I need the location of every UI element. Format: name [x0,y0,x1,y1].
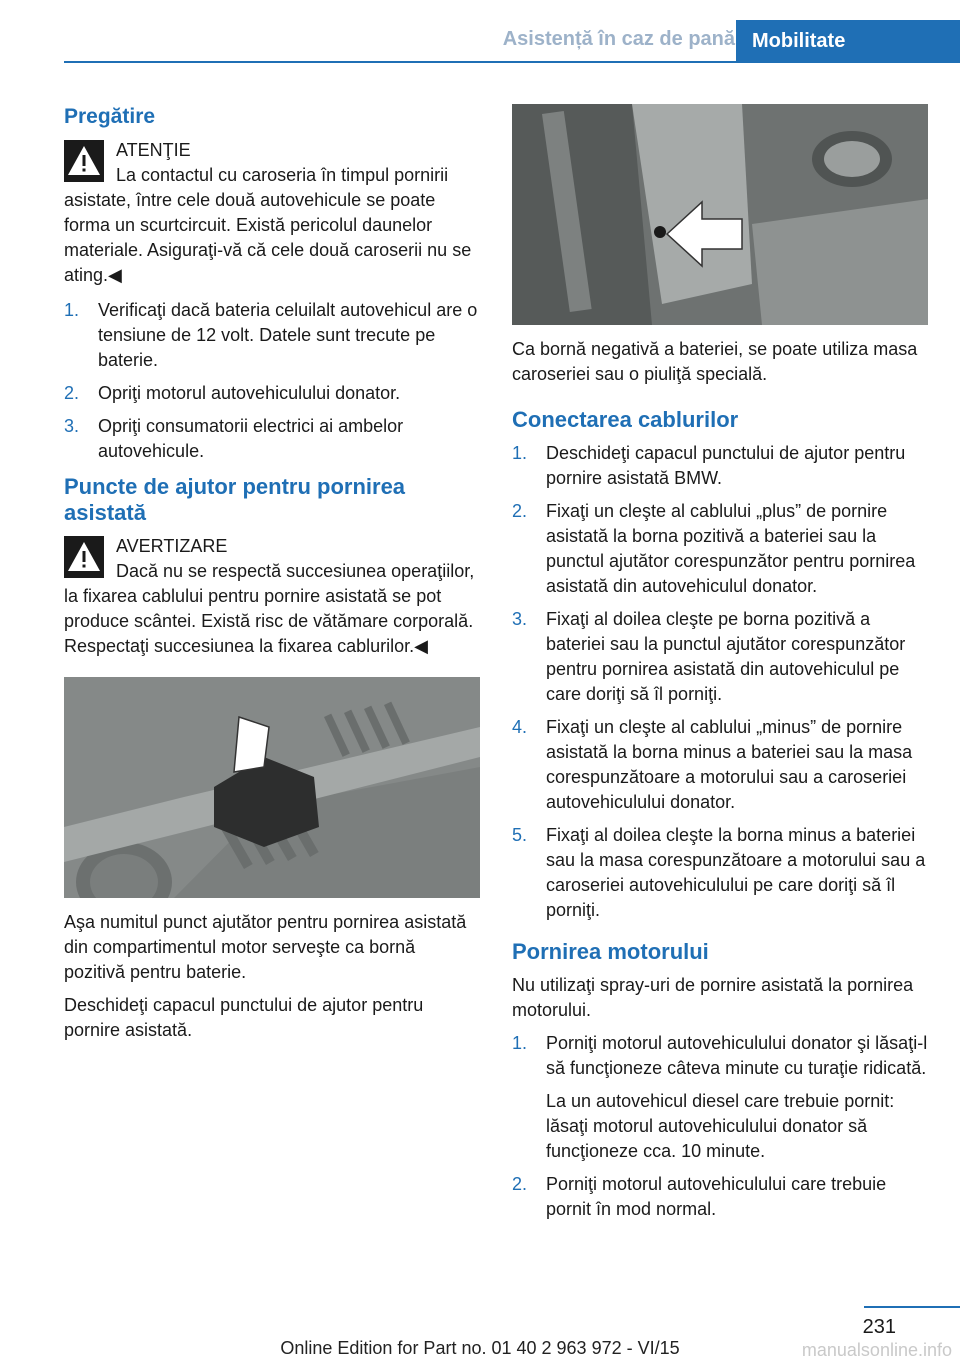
photo-caption: Ca bornă negativă a bateriei, se poate utiliza masa caroseriei sau o piuliţă specială. [512,339,918,384]
heading-conectare: Conectarea cablurilor [512,407,739,432]
warning-triangle-icon [64,140,104,182]
step-number: 5. [512,825,528,845]
steps-conectare [512,441,928,923]
paragraph-punct-ajutator: Aşa numitul punct ajutător pentru pornirea asistată din compartimentul motor serveşte ca bornă pozitivă pentru baterie. [64,912,467,982]
list-item [512,823,928,923]
header-rule [64,61,960,63]
ground-point-photo [512,104,928,325]
steps-pregatire [64,298,480,464]
list-item [512,1031,928,1164]
page-header [0,0,960,62]
steps-pornire [512,1031,928,1222]
step-text: Verificaţi dacă bateria celuilalt autovehicul are o tensiune de 12 volt. Datele sunt trecute pe baterie. [98,300,478,370]
step-text: Fixaţi un cleşte al cablului „plus” de pornire asistată la borna pozitivă a bateriei sau la punctul ajutător corespunzător pentru pornirea asistată din autovehiculul donator. [546,501,916,596]
step-number: 2. [512,1174,528,1194]
step-text: Fixaţi al doilea cleşte la borna minus a bateriei sau la masa corespunzătoare a motorului sau a caroseriei autovehiculului pe care doriţi să îl porniţi. [546,825,926,920]
step-subtext: La un autovehicul diesel care trebuie pornit: lăsaţi motorul autovehiculului donator să funcţioneze cca. 10 minute. [546,1091,895,1161]
heading-pornire: Pornirea motorului [512,939,709,964]
section-title: Asistență în caz de pană [502,28,735,50]
step-number: 4. [512,717,528,737]
step-number: 1. [512,1033,528,1053]
warning-box-atentie [64,138,480,288]
heading-puncte-ajutor: Puncte de ajutor pentru pornirea asistată [64,474,406,525]
list-item [64,298,480,373]
left-column [64,104,480,1051]
step-text: Opriţi motorul autovehiculului donator. [98,383,401,403]
step-number: 2. [64,383,80,403]
warning-box-avertizare [64,534,480,659]
step-text: Porniţi motorul autovehiculului care trebuie pornit în mod normal. [546,1174,887,1219]
step-text: Opriţi consumatorii electrici ai ambelor autovehicule. [98,416,404,461]
chapter-tab[interactable]: Mobilitate [736,20,960,62]
step-number: 3. [512,609,528,629]
list-item [512,499,928,599]
step-number: 2. [512,501,528,521]
warning-text: Dacă nu se respectă succesiunea operaţiilor, la fixarea cablului pentru pornire asistată se pot produce scântei. Există risc de vătămare corporală. Respectaţi succesiunea la fixarea cablurilor.◀ [64,561,475,656]
footer-rule [864,1306,960,1308]
right-column [512,104,928,1232]
list-item [64,414,480,464]
engine-jump-start-photo [64,677,480,898]
paragraph-deschideti: Deschideţi capacul punctului de ajutor pentru pornire asistată. [64,995,424,1040]
paragraph-spray: Nu utilizaţi spray-uri de pornire asistată la pornirea motorului. [512,975,914,1020]
watermark: manualsonline.info [801,1340,952,1360]
page-number: 231 [862,1316,896,1338]
warning-title: AVERTIZARE [116,536,228,556]
warning-title: ATENŢIE [116,140,191,160]
list-item [64,381,480,406]
heading-pregatire: Pregătire [64,105,156,128]
step-number: 1. [64,300,80,320]
warning-triangle-icon [64,536,104,578]
step-text: Fixaţi al doilea cleşte pe borna pozitivă a bateriei sau la punctul ajutător corespunzător pentru pornirea asistată din autovehiculul pe care doriţi să îl porniţi. [546,609,906,704]
edition-footer: Online Edition for Part no. 01 40 2 963 972 - VI/15 [280,1338,680,1358]
step-text: Fixaţi un cleşte al cablului „minus” de pornire asistată la borna minus a bateriei sau la masa corespunzătoare a motorului sau a caroseriei autovehiculului donator. [546,717,913,812]
step-text: Porniţi motorul autovehiculului donator şi lăsaţi-l să funcţioneze câteva minute cu turaţie ridicată. [546,1033,928,1078]
list-item [512,715,928,815]
warning-text: La contactul cu caroseria în timpul pornirii asistate, între cele două autovehicule se poate forma un scurtcircuit. Există pericolul daunelor materiale. Asiguraţi-vă că cele două caroserii nu se ating.◀ [64,165,472,285]
step-number: 1. [512,443,528,463]
step-number: 3. [64,416,80,436]
list-item [512,1172,928,1222]
step-text: Deschideţi capacul punctului de ajutor pentru pornire asistată BMW. [546,443,906,488]
list-item [512,441,928,491]
list-item [512,607,928,707]
